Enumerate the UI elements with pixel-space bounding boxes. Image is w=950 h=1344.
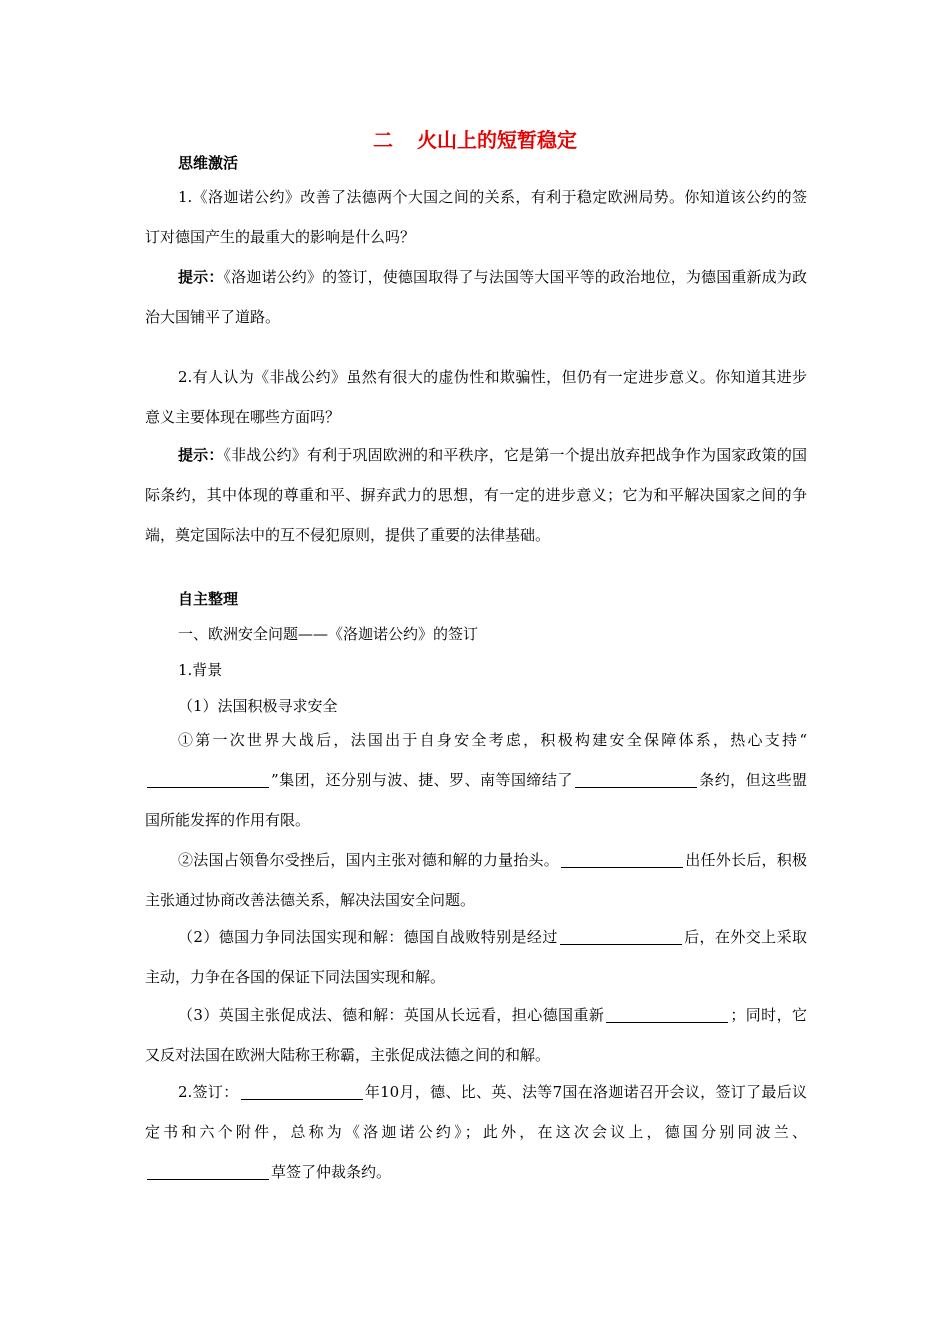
paragraph-germany xyxy=(145,917,807,997)
hint-label: 提示： xyxy=(178,446,224,464)
text-segment: ②法国占领鲁尔受挫后，国内主张对德和解的力量抬头。 xyxy=(178,851,560,869)
paragraph-france-2 xyxy=(145,840,807,920)
fill-blank[interactable] xyxy=(561,852,683,868)
text-segment: ”集团，还分别与波、捷、罗、南等国缔结了 xyxy=(271,771,573,789)
heading-france: （1）法国积极寻求安全 xyxy=(178,697,338,715)
heading-1: 一、欧洲安全问题——《洛迦诺公约》的签订 xyxy=(178,625,479,643)
answer-1 xyxy=(145,257,807,337)
text-segment: 草签了仲裁条约。 xyxy=(271,1163,392,1181)
fill-blank[interactable] xyxy=(241,1084,363,1100)
hint-label: 提示： xyxy=(178,268,224,286)
text-segment: 出任外长后，积极主张通过协商改善法德关系，解决法国安全问题。 xyxy=(145,851,807,909)
paragraph-france-1 xyxy=(145,720,807,840)
paragraph-signing xyxy=(145,1072,807,1192)
fill-blank[interactable] xyxy=(575,772,697,788)
text-segment: ①第一次世界大战后，法国出于自身安全考虑，积极构建安全保障体系，热心支持“ xyxy=(178,731,807,749)
question-2: 2.有人认为《非战公约》虽然有很大的虚伪性和欺骗性，但仍有一定进步意义。你知道其进步意义主要体现在哪些方面吗？ xyxy=(145,368,807,426)
text-segment: 2.签订： xyxy=(178,1083,239,1101)
text-segment: 后，在外交上采取主动，力争在各国的保证下同法国实现和解。 xyxy=(145,928,807,986)
section-heading-thinking: 思维激活 xyxy=(178,154,239,172)
heading-background: 1.背景 xyxy=(178,661,223,679)
text-segment: （3）英国主张促成法、德和解：英国从长远看，担心德国重新 xyxy=(178,1006,605,1024)
text-segment: 条约，但这些盟国所能发挥的作用有限。 xyxy=(145,771,807,829)
title-text: 火山上的短暂稳定 xyxy=(417,128,577,152)
question-1: 1.《洛迦诺公约》改善了法德两个大国之间的关系，有利于稳定欧洲局势。你知道该公约的签订对德国产生的最重大的影响是什么吗？ xyxy=(145,188,807,246)
text-segment: ；同时，它又反对法国在欧洲大陆称王称霸，主张促成法德之间的和解。 xyxy=(145,1006,807,1064)
page-title xyxy=(0,124,950,153)
fill-blank[interactable] xyxy=(147,772,269,788)
answer-2 xyxy=(145,435,807,555)
fill-blank[interactable] xyxy=(560,929,682,945)
answer-2-text: 《非战公约》有利于巩固欧洲的和平秩序，它是第一个提出放弃把战争作为国家政策的国际条约，其中体现的尊重和平、摒弃武力的思想，有一定的进步意义；它为和平解决国家之间的争端，奠定国际法中的互不侵犯原则，提供了重要的法律基础。 xyxy=(145,446,807,544)
section-heading-organize: 自主整理 xyxy=(178,590,239,608)
title-number: 二 xyxy=(373,128,393,152)
text-segment: （2）德国力争同法国实现和解：德国自战败特别是经过 xyxy=(178,928,558,946)
fill-blank[interactable] xyxy=(606,1007,728,1023)
text-segment: 年10月，德、比、英、法等7国在洛迦诺召开会议，签订了最后议定书和六个附件，总称为《洛迦诺公约》；此外，在这次会议上，德国分别同波兰、 xyxy=(145,1083,807,1141)
fill-blank[interactable] xyxy=(147,1164,269,1180)
answer-1-text: 《洛迦诺公约》的签订，使德国取得了与法国等大国平等的政治地位，为德国重新成为政治大国铺平了道路。 xyxy=(145,268,807,326)
paragraph-britain xyxy=(145,995,807,1075)
